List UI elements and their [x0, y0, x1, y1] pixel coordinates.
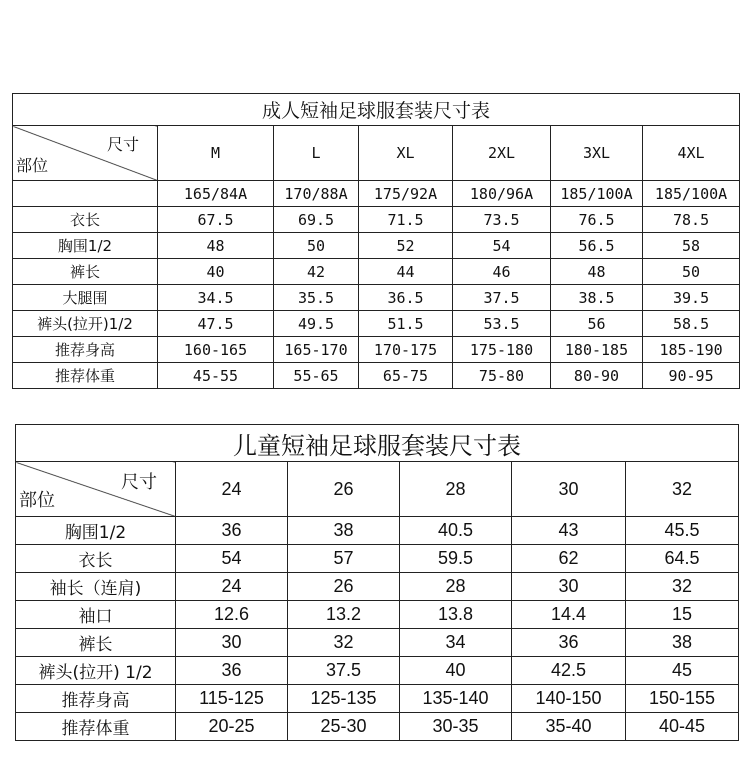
kids-value-cell: 62 [512, 545, 626, 573]
adult-value-cell: 180-185 [551, 337, 643, 363]
kids-value-cell: 13.2 [288, 601, 400, 629]
kids-corner-part-label: 部位 [19, 490, 55, 511]
adult-value-cell: 58 [643, 233, 740, 259]
adult-height-code-row [13, 181, 740, 207]
kids-size-table [15, 424, 739, 741]
kids-value-cell: 32 [626, 573, 739, 601]
adult-empty-label-cell [13, 181, 158, 207]
adult-table-row [13, 233, 740, 259]
kids-value-cell: 12.6 [176, 601, 288, 629]
kids-value-cell: 36 [512, 629, 626, 657]
kids-value-cell: 45 [626, 657, 739, 685]
adult-value-cell: 58.5 [643, 311, 740, 337]
adult-value-cell: 65-75 [359, 363, 453, 389]
kids-value-cell: 30 [176, 629, 288, 657]
adult-size-header: 4XL [643, 126, 740, 181]
kids-value-cell: 34 [400, 629, 512, 657]
kids-size-header: 32 [626, 462, 739, 517]
adult-value-cell: 71.5 [359, 207, 453, 233]
kids-table-row [16, 545, 739, 573]
kids-value-cell: 25-30 [288, 713, 400, 741]
kids-value-cell: 32 [288, 629, 400, 657]
kids-value-cell: 26 [288, 573, 400, 601]
kids-row-label: 裤头(拉开) 1/2 [16, 657, 176, 685]
adult-value-cell: 36.5 [359, 285, 453, 311]
adult-value-cell: 78.5 [643, 207, 740, 233]
adult-value-cell: 55-65 [274, 363, 359, 389]
adult-height-code: 165/84A [158, 181, 274, 207]
kids-table-row [16, 657, 739, 685]
kids-row-label: 胸围1/2 [16, 517, 176, 545]
adult-size-table [12, 93, 740, 389]
adult-value-cell: 45-55 [158, 363, 274, 389]
kids-value-cell: 59.5 [400, 545, 512, 573]
kids-table-row [16, 601, 739, 629]
adult-value-cell: 80-90 [551, 363, 643, 389]
kids-value-cell: 28 [400, 573, 512, 601]
kids-row-label: 衣长 [16, 545, 176, 573]
kids-value-cell: 150-155 [626, 685, 739, 713]
kids-size-header-row [16, 462, 739, 517]
adult-value-cell: 185-190 [643, 337, 740, 363]
adult-value-cell: 73.5 [453, 207, 551, 233]
adult-value-cell: 53.5 [453, 311, 551, 337]
adult-height-code: 180/96A [453, 181, 551, 207]
kids-size-header: 30 [512, 462, 626, 517]
adult-value-cell: 40 [158, 259, 274, 285]
kids-value-cell: 30-35 [400, 713, 512, 741]
adult-height-code: 175/92A [359, 181, 453, 207]
kids-value-cell: 54 [176, 545, 288, 573]
kids-row-label: 推荐身高 [16, 685, 176, 713]
kids-value-cell: 40 [400, 657, 512, 685]
adult-value-cell: 75-80 [453, 363, 551, 389]
adult-value-cell: 170-175 [359, 337, 453, 363]
kids-table-row [16, 629, 739, 657]
adult-row-label: 大腿围 [13, 285, 158, 311]
kids-row-label: 推荐体重 [16, 713, 176, 741]
adult-corner-part-label: 部位 [16, 156, 49, 175]
kids-value-cell: 14.4 [512, 601, 626, 629]
adult-table-row [13, 337, 740, 363]
adult-size-header: 2XL [453, 126, 551, 181]
adult-value-cell: 34.5 [158, 285, 274, 311]
adult-value-cell: 35.5 [274, 285, 359, 311]
adult-value-cell: 38.5 [551, 285, 643, 311]
kids-value-cell: 38 [288, 517, 400, 545]
adult-value-cell: 56.5 [551, 233, 643, 259]
adult-row-label: 裤头(拉开)1/2 [13, 311, 158, 337]
kids-value-cell: 57 [288, 545, 400, 573]
kids-table-row [16, 573, 739, 601]
kids-value-cell: 24 [176, 573, 288, 601]
kids-value-cell: 15 [626, 601, 739, 629]
kids-value-cell: 64.5 [626, 545, 739, 573]
kids-value-cell: 30 [512, 573, 626, 601]
adult-corner-cell [13, 126, 158, 181]
kids-size-header: 24 [176, 462, 288, 517]
adult-value-cell: 52 [359, 233, 453, 259]
kids-row-label: 裤长 [16, 629, 176, 657]
kids-table-title: 儿童短袖足球服套装尺寸表 [16, 425, 739, 462]
adult-table-row [13, 311, 740, 337]
adult-table-row [13, 363, 740, 389]
kids-size-header: 26 [288, 462, 400, 517]
adult-value-cell: 48 [158, 233, 274, 259]
adult-value-cell: 56 [551, 311, 643, 337]
adult-table-row [13, 285, 740, 311]
kids-value-cell: 45.5 [626, 517, 739, 545]
kids-size-header: 28 [400, 462, 512, 517]
kids-value-cell: 40.5 [400, 517, 512, 545]
kids-value-cell: 36 [176, 657, 288, 685]
adult-row-label: 胸围1/2 [13, 233, 158, 259]
adult-value-cell: 50 [274, 233, 359, 259]
adult-value-cell: 76.5 [551, 207, 643, 233]
adult-size-header: XL [359, 126, 453, 181]
adult-height-code: 170/88A [274, 181, 359, 207]
adult-value-cell: 175-180 [453, 337, 551, 363]
adult-value-cell: 160-165 [158, 337, 274, 363]
adult-table-title: 成人短袖足球服套装尺寸表 [13, 94, 740, 126]
adult-value-cell: 69.5 [274, 207, 359, 233]
adult-value-cell: 50 [643, 259, 740, 285]
kids-value-cell: 42.5 [512, 657, 626, 685]
kids-value-cell: 38 [626, 629, 739, 657]
kids-value-cell: 37.5 [288, 657, 400, 685]
adult-size-header: M [158, 126, 274, 181]
kids-value-cell: 13.8 [400, 601, 512, 629]
adult-value-cell: 47.5 [158, 311, 274, 337]
kids-table-row [16, 517, 739, 545]
adult-corner-size-label: 尺寸 [106, 135, 139, 154]
kids-value-cell: 140-150 [512, 685, 626, 713]
kids-value-cell: 40-45 [626, 713, 739, 741]
kids-value-cell: 36 [176, 517, 288, 545]
adult-value-cell: 51.5 [359, 311, 453, 337]
kids-corner-cell [16, 462, 176, 517]
kids-table-row [16, 685, 739, 713]
adult-row-label: 推荐体重 [13, 363, 158, 389]
adult-table-row [13, 259, 740, 285]
kids-value-cell: 135-140 [400, 685, 512, 713]
kids-row-label: 袖口 [16, 601, 176, 629]
kids-corner-size-label: 尺寸 [121, 472, 157, 493]
kids-row-label: 袖长（连肩) [16, 573, 176, 601]
adult-size-header: L [274, 126, 359, 181]
adult-value-cell: 42 [274, 259, 359, 285]
adult-value-cell: 90-95 [643, 363, 740, 389]
adult-row-label: 衣长 [13, 207, 158, 233]
adult-value-cell: 46 [453, 259, 551, 285]
kids-table-row [16, 713, 739, 741]
adult-row-label: 推荐身高 [13, 337, 158, 363]
kids-value-cell: 115-125 [176, 685, 288, 713]
adult-value-cell: 37.5 [453, 285, 551, 311]
kids-value-cell: 20-25 [176, 713, 288, 741]
kids-value-cell: 125-135 [288, 685, 400, 713]
adult-size-header: 3XL [551, 126, 643, 181]
adult-value-cell: 49.5 [274, 311, 359, 337]
adult-row-label: 裤长 [13, 259, 158, 285]
adult-value-cell: 39.5 [643, 285, 740, 311]
kids-value-cell: 43 [512, 517, 626, 545]
adult-value-cell: 48 [551, 259, 643, 285]
kids-value-cell: 35-40 [512, 713, 626, 741]
adult-value-cell: 54 [453, 233, 551, 259]
adult-table-row [13, 207, 740, 233]
adult-value-cell: 67.5 [158, 207, 274, 233]
adult-height-code: 185/100A [643, 181, 740, 207]
adult-height-code: 185/100A [551, 181, 643, 207]
adult-value-cell: 165-170 [274, 337, 359, 363]
adult-value-cell: 44 [359, 259, 453, 285]
adult-size-header-row [13, 126, 740, 181]
